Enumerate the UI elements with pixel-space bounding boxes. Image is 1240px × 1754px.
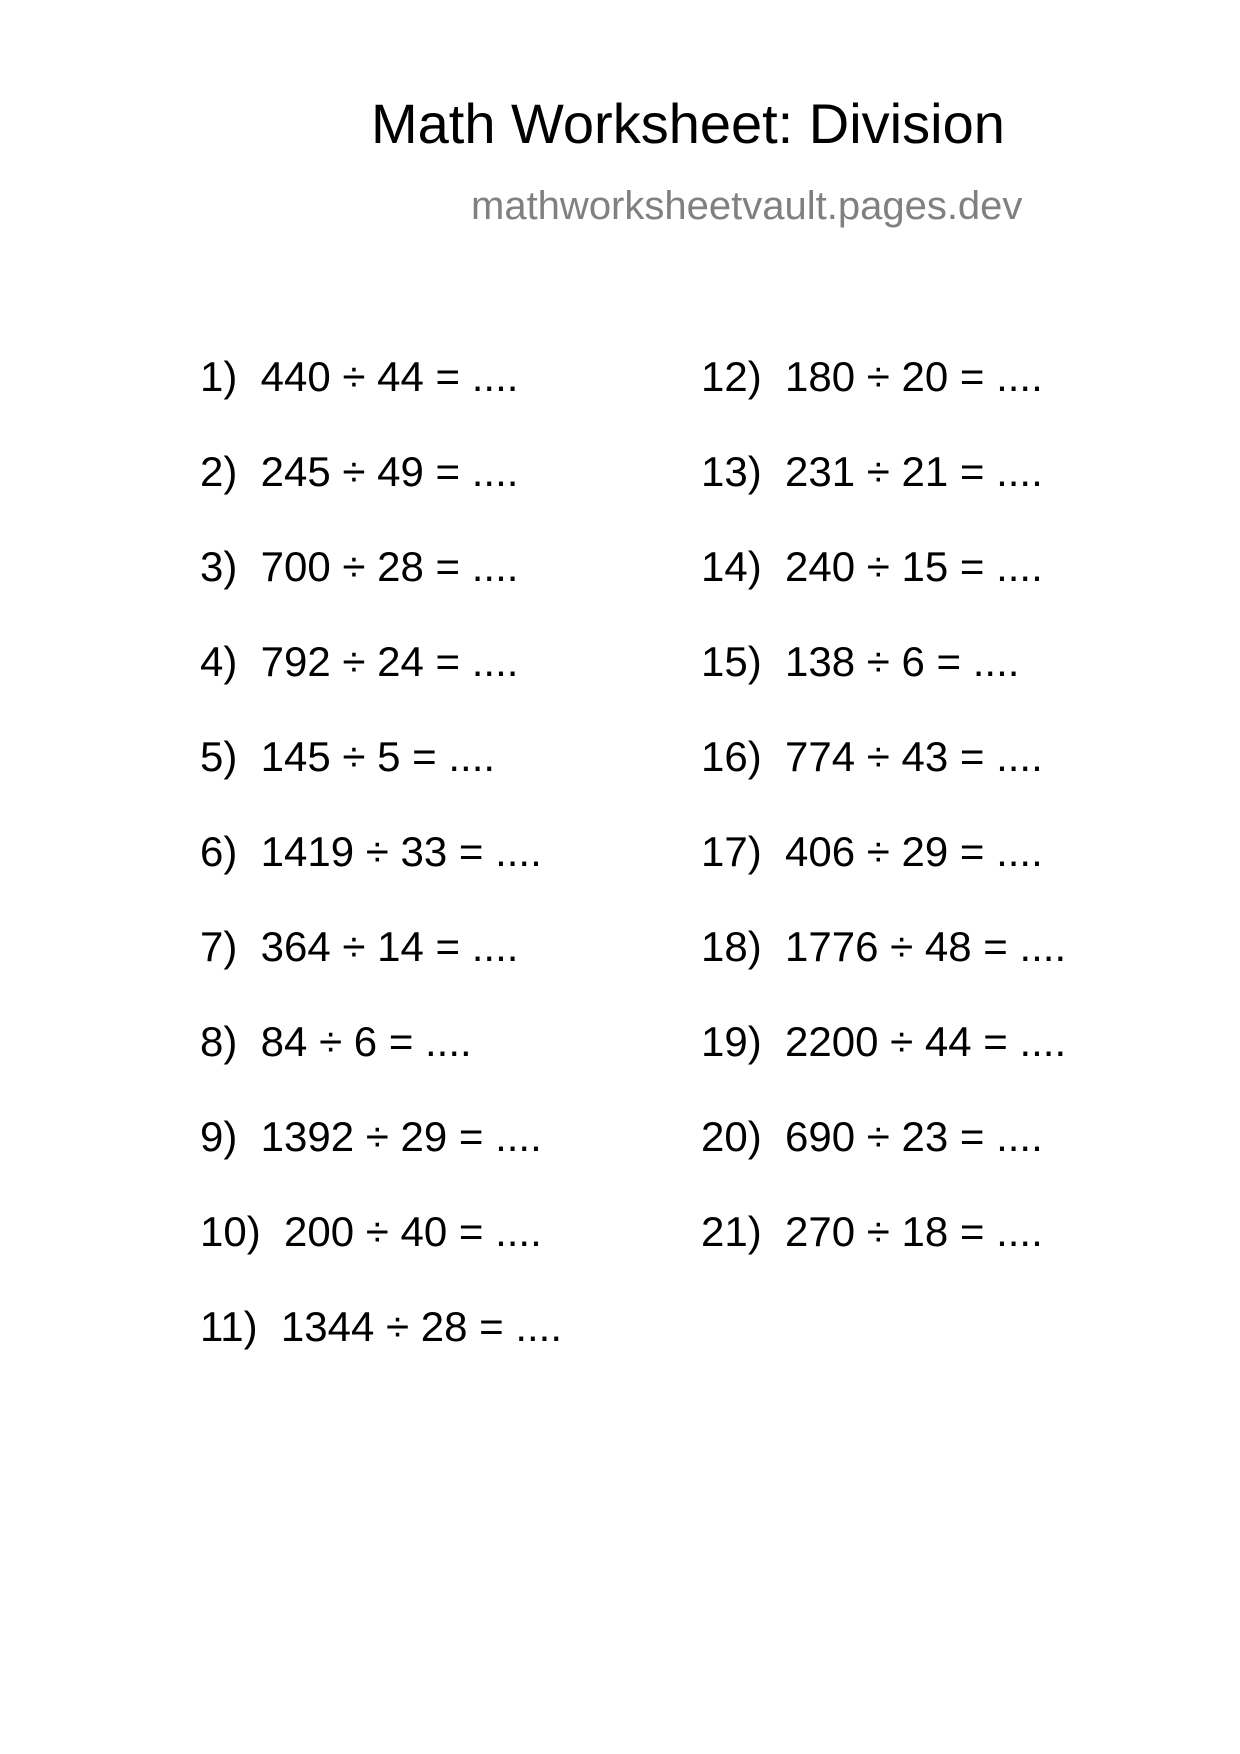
- problem-10: 10) 200 ÷ 40 = ....: [200, 1208, 542, 1255]
- problem-1: 1) 440 ÷ 44 = ....: [200, 353, 519, 400]
- problem-9: 9) 1392 ÷ 29 = ....: [200, 1113, 542, 1160]
- problem-13: 13) 231 ÷ 21 = ....: [701, 448, 1043, 495]
- problem-19: 19) 2200 ÷ 44 = ....: [701, 1018, 1067, 1065]
- problem-20: 20) 690 ÷ 23 = ....: [701, 1113, 1043, 1160]
- problem-column-right: [701, 353, 1066, 1303]
- source-url: mathworksheetvault.pages.dev: [471, 184, 1023, 228]
- problem-14: 14) 240 ÷ 15 = ....: [701, 543, 1043, 590]
- page-title: Math Worksheet: Division: [371, 92, 1005, 155]
- problem-17: 17) 406 ÷ 29 = ....: [701, 828, 1043, 875]
- problem-18: 18) 1776 ÷ 48 = ....: [701, 923, 1067, 970]
- problem-5: 5) 145 ÷ 5 = ....: [200, 733, 496, 780]
- problem-4: 4) 792 ÷ 24 = ....: [200, 638, 519, 685]
- problem-column-left: [200, 353, 562, 1398]
- problem-21: 21) 270 ÷ 18 = ....: [701, 1208, 1043, 1255]
- problem-16: 16) 774 ÷ 43 = ....: [701, 733, 1043, 780]
- problem-11: 11) 1344 ÷ 28 = ....: [200, 1303, 563, 1350]
- problem-15: 15) 138 ÷ 6 = ....: [701, 638, 1020, 685]
- problem-12: 12) 180 ÷ 20 = ....: [701, 353, 1043, 400]
- problem-8: 8) 84 ÷ 6 = ....: [200, 1018, 472, 1065]
- problem-3: 3) 700 ÷ 28 = ....: [200, 543, 519, 590]
- problem-2: 2) 245 ÷ 49 = ....: [200, 448, 519, 495]
- problem-6: 6) 1419 ÷ 33 = ....: [200, 828, 542, 875]
- problem-7: 7) 364 ÷ 14 = ....: [200, 923, 519, 970]
